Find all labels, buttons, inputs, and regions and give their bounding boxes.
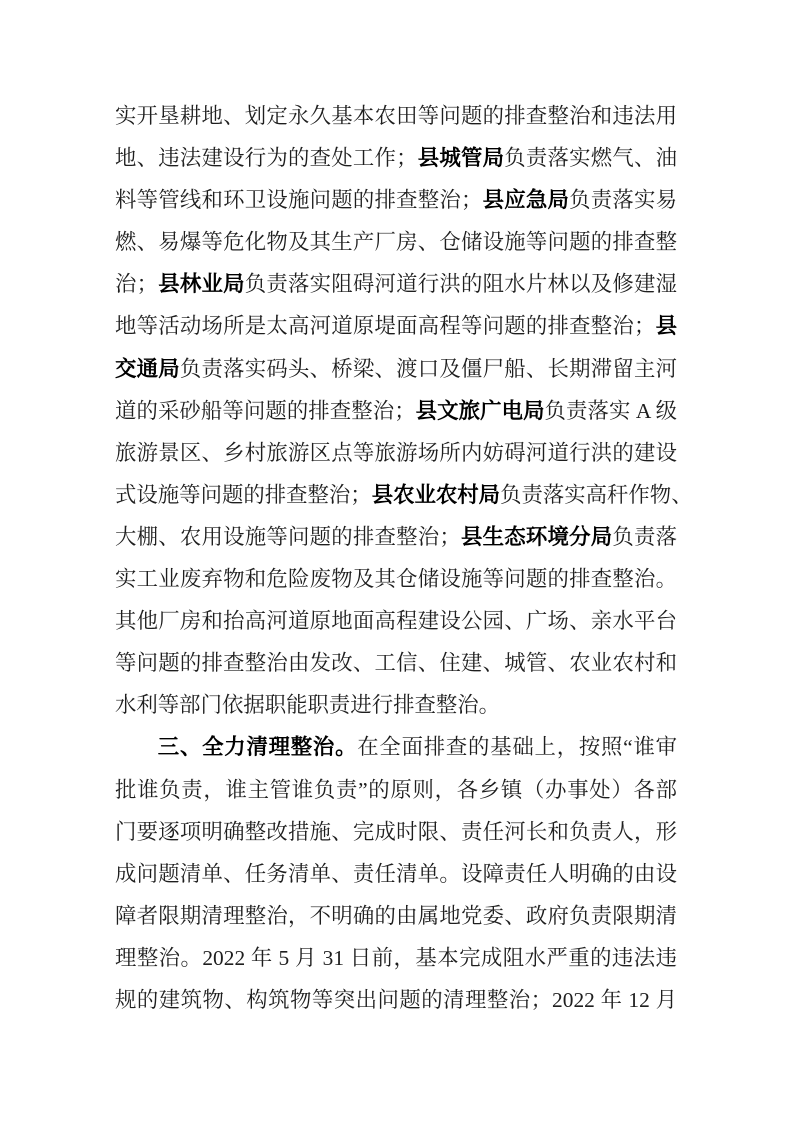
- text-segment: 在全面排查的基础上，按照“谁审: [357, 735, 677, 760]
- text-line: [115, 179, 677, 221]
- text-segment: 等问题的排查整治由发改、工信、住建、城管、农业农村和: [115, 651, 677, 676]
- bold-text-segment: 县城管局: [417, 146, 505, 171]
- text-line: [115, 853, 677, 895]
- text-line: [115, 305, 677, 347]
- bold-text-segment: 县: [655, 314, 677, 339]
- text-segment: 门要逐项明确整改措施、完成时限、责任河长和负责人，形: [115, 819, 677, 844]
- text-segment: 燃、易爆等危化物及其生产厂房、仓储设施等问题的排查整: [115, 230, 677, 255]
- text-line: [115, 263, 677, 305]
- text-line: [115, 95, 677, 137]
- text-segment: 负责落: [612, 524, 677, 549]
- text-line: [115, 221, 677, 263]
- text-line: [115, 600, 677, 642]
- bold-text-segment: 县生态环境分局: [460, 524, 613, 549]
- text-line: [115, 348, 677, 390]
- text-line: [115, 516, 677, 558]
- bold-text-segment: 交通局: [115, 356, 180, 381]
- text-line: [115, 474, 693, 516]
- text-line: [115, 390, 677, 432]
- text-line: [115, 979, 677, 1021]
- text-segment: 成问题清单、任务清单、责任清单。设障责任人明确的由设: [115, 861, 677, 886]
- text-segment: 实开垦耕地、划定永久基本农田等问题的排查整治和违法用: [115, 104, 677, 128]
- text-segment: 批谁负责，谁主管谁负责”的原则，各乡镇（办事处）各部: [115, 777, 677, 802]
- bold-text-segment: 县林业局: [158, 272, 245, 297]
- text-line: [115, 432, 677, 474]
- document-body: [115, 95, 693, 1021]
- text-segment: 治；: [115, 272, 159, 297]
- text-segment: 地、违法建设行为的查处工作；: [115, 146, 418, 171]
- text-segment: 实工业废弃物和危险废物及其仓储设施等问题的排查整治。: [115, 567, 677, 592]
- text-segment: 负责落实阻碍河道行洪的阻水片林以及修建湿: [244, 272, 677, 297]
- text-segment: 负责落实 A 级: [544, 398, 677, 423]
- text-line: [115, 137, 677, 179]
- text-line: [115, 811, 677, 853]
- text-segment: 负责落实易: [569, 188, 677, 213]
- bold-text-segment: 县应急局: [482, 188, 570, 213]
- bold-text-segment: 县农业农村局: [371, 482, 501, 507]
- bold-text-segment: 三、全力清理整治。: [157, 735, 358, 760]
- text-line: [115, 684, 677, 726]
- text-segment: 旅游景区、乡村旅游区点等旅游场所内妨碍河道行洪的建设: [115, 440, 677, 465]
- text-segment: 地等活动场所是太高河道原堤面高程等问题的排查整治；: [115, 314, 656, 339]
- text-segment: 料等管线和环卫设施问题的排查整治；: [115, 188, 483, 213]
- text-line: [115, 642, 677, 684]
- text-segment: 规的建筑物、构筑物等突出问题的清理整治；2022 年 12 月: [115, 987, 677, 1012]
- text-line: [115, 895, 677, 937]
- text-segment: 理整治。2022 年 5 月 31 日前，基本完成阻水严重的违法违: [115, 945, 677, 970]
- text-segment: 大棚、农用设施等问题的排查整治；: [115, 524, 461, 549]
- text-segment: 负责落实码头、桥梁、渡口及僵尸船、长期滞留主河: [179, 356, 677, 381]
- text-segment: 障者限期清理整治，不明确的由属地党委、政府负责限期清: [115, 903, 677, 928]
- text-line: [115, 937, 677, 979]
- text-segment: 其他厂房和抬高河道原地面高程建设公园、广场、亲水平台: [115, 609, 677, 634]
- bold-text-segment: 县文旅广电局: [415, 398, 545, 423]
- text-segment: 负责落实高秆作物、: [500, 482, 693, 507]
- text-line: [115, 558, 677, 600]
- text-segment: 水利等部门依据职能职责进行排查整治。: [115, 693, 501, 718]
- text-segment: 负责落实燃气、油: [504, 146, 677, 171]
- text-segment: 道的采砂船等问题的排查整治；: [115, 398, 416, 423]
- text-segment: 式设施等问题的排查整治；: [115, 482, 372, 507]
- text-line: [115, 726, 677, 768]
- text-line: [115, 769, 677, 811]
